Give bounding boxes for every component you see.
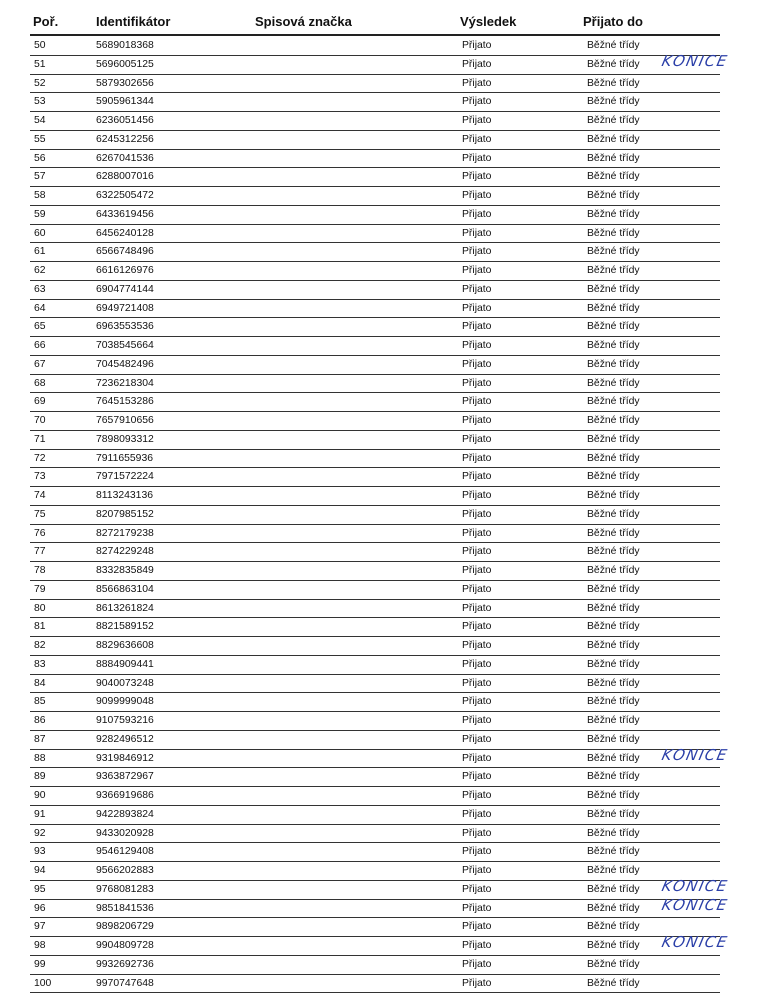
row-prijato-do: Běžné třídy (587, 637, 640, 654)
handwritten-note: KONICE (660, 897, 729, 914)
row-por: 85 (34, 693, 46, 710)
row-vysledek: Přijato (462, 918, 491, 935)
row-por: 74 (34, 487, 46, 504)
table-row (0, 487, 757, 506)
row-por: 73 (34, 468, 46, 485)
row-prijato-do: Běžné třídy (587, 375, 640, 392)
row-identifikator: 6267041536 (96, 150, 154, 167)
row-identifikator: 9851841536 (96, 900, 154, 917)
table-row (0, 262, 757, 281)
table-row (0, 956, 757, 975)
row-vysledek: Přijato (462, 768, 491, 785)
table-row (0, 693, 757, 712)
row-prijato-do: Běžné třídy (587, 187, 640, 204)
row-prijato-do: Běžné třídy (587, 262, 640, 279)
row-identifikator: 9932692736 (96, 956, 154, 973)
row-identifikator: 6963553536 (96, 318, 154, 335)
row-por: 78 (34, 562, 46, 579)
table-row (0, 543, 757, 562)
row-identifikator: 9768081283 (96, 881, 154, 898)
row-identifikator: 6322505472 (96, 187, 154, 204)
row-identifikator: 9422893824 (96, 806, 154, 823)
row-identifikator: 9904809728 (96, 937, 154, 954)
row-prijato-do: Běžné třídy (587, 825, 640, 842)
row-por: 93 (34, 843, 46, 860)
row-vysledek: Přijato (462, 731, 491, 748)
row-identifikator: 8829636608 (96, 637, 154, 654)
row-identifikator: 6566748496 (96, 243, 154, 260)
row-prijato-do: Běžné třídy (587, 975, 640, 992)
row-prijato-do: Běžné třídy (587, 862, 640, 879)
table-row (0, 243, 757, 262)
table-row (0, 150, 757, 169)
row-prijato-do: Běžné třídy (587, 918, 640, 935)
row-por: 51 (34, 56, 46, 73)
row-por: 69 (34, 393, 46, 410)
table-row (0, 975, 757, 993)
row-identifikator: 8207985152 (96, 506, 154, 523)
row-vysledek: Přijato (462, 356, 491, 373)
row-prijato-do: Běžné třídy (587, 168, 640, 185)
table-row (0, 825, 757, 844)
row-prijato-do: Běžné třídy (587, 787, 640, 804)
header-rule (30, 34, 720, 36)
row-vysledek: Přijato (462, 487, 491, 504)
row-identifikator: 7038545664 (96, 337, 154, 354)
row-vysledek: Přijato (462, 225, 491, 242)
row-prijato-do: Běžné třídy (587, 225, 640, 242)
row-por: 71 (34, 431, 46, 448)
row-vysledek: Přijato (462, 393, 491, 410)
row-prijato-do: Běžné třídy (587, 37, 640, 54)
table-row (0, 656, 757, 675)
table-row (0, 337, 757, 356)
table-row (0, 206, 757, 225)
row-por: 96 (34, 900, 46, 917)
header-identifikator: Identifikátor (96, 14, 170, 29)
table-row (0, 75, 757, 94)
row-identifikator: 5696005125 (96, 56, 154, 73)
row-por: 86 (34, 712, 46, 729)
row-prijato-do: Běžné třídy (587, 693, 640, 710)
row-identifikator: 6245312256 (96, 131, 154, 148)
table-row (0, 412, 757, 431)
row-prijato-do: Běžné třídy (587, 843, 640, 860)
row-vysledek: Přijato (462, 112, 491, 129)
row-prijato-do: Běžné třídy (587, 281, 640, 298)
row-vysledek: Přijato (462, 56, 491, 73)
row-identifikator: 6616126976 (96, 262, 154, 279)
row-identifikator: 6949721408 (96, 300, 154, 317)
row-identifikator: 9566202883 (96, 862, 154, 879)
row-vysledek: Přijato (462, 750, 491, 767)
row-identifikator: 8884909441 (96, 656, 154, 673)
row-por: 57 (34, 168, 46, 185)
row-prijato-do: Běžné třídy (587, 206, 640, 223)
table-row (0, 300, 757, 319)
row-vysledek: Přijato (462, 656, 491, 673)
header-spisova-znacka: Spisová značka (255, 14, 352, 29)
row-por: 84 (34, 675, 46, 692)
row-prijato-do: Běžné třídy (587, 112, 640, 129)
row-vysledek: Přijato (462, 37, 491, 54)
row-por: 70 (34, 412, 46, 429)
table-row (0, 225, 757, 244)
row-por: 56 (34, 150, 46, 167)
row-por: 64 (34, 300, 46, 317)
row-por: 63 (34, 281, 46, 298)
row-prijato-do: Běžné třídy (587, 731, 640, 748)
table-row (0, 675, 757, 694)
table-row (0, 581, 757, 600)
table-row (0, 862, 757, 881)
row-prijato-do: Běžné třídy (587, 131, 640, 148)
table-row (0, 918, 757, 937)
row-identifikator: 8272179238 (96, 525, 154, 542)
row-prijato-do: Běžné třídy (587, 806, 640, 823)
row-identifikator: 7911655936 (96, 450, 153, 467)
row-identifikator: 8332835849 (96, 562, 154, 579)
row-identifikator: 7657910656 (96, 412, 154, 429)
row-prijato-do: Běžné třídy (587, 525, 640, 542)
header-prijato-do: Přijato do (583, 14, 643, 29)
row-por: 94 (34, 862, 46, 879)
table-row (0, 37, 757, 56)
row-vysledek: Přijato (462, 150, 491, 167)
row-prijato-do: Běžné třídy (587, 431, 640, 448)
row-por: 65 (34, 318, 46, 335)
row-identifikator: 6236051456 (96, 112, 154, 129)
row-vysledek: Přijato (462, 787, 491, 804)
table-row (0, 356, 757, 375)
row-por: 88 (34, 750, 46, 767)
row-prijato-do: Běžné třídy (587, 300, 640, 317)
row-identifikator: 9107593216 (96, 712, 154, 729)
row-prijato-do: Běžné třídy (587, 562, 640, 579)
row-por: 61 (34, 243, 46, 260)
row-identifikator: 8274229248 (96, 543, 154, 560)
row-vysledek: Přijato (462, 206, 491, 223)
table-row (0, 750, 757, 769)
table-row (0, 525, 757, 544)
row-vysledek: Přijato (462, 300, 491, 317)
row-por: 52 (34, 75, 46, 92)
row-vysledek: Přijato (462, 806, 491, 823)
row-por: 90 (34, 787, 46, 804)
row-prijato-do: Běžné třídy (587, 487, 640, 504)
row-identifikator: 8113243136 (96, 487, 153, 504)
table-row (0, 600, 757, 619)
row-por: 80 (34, 600, 46, 617)
row-identifikator: 5905961344 (96, 93, 154, 110)
row-prijato-do: Běžné třídy (587, 656, 640, 673)
row-identifikator: 9433020928 (96, 825, 154, 842)
row-por: 60 (34, 225, 46, 242)
row-identifikator: 8566863104 (96, 581, 154, 598)
row-vysledek: Přijato (462, 281, 491, 298)
row-prijato-do: Běžné třídy (587, 56, 640, 73)
row-vysledek: Přijato (462, 337, 491, 354)
row-vysledek: Přijato (462, 131, 491, 148)
table-row (0, 843, 757, 862)
row-prijato-do: Běžné třídy (587, 318, 640, 335)
row-prijato-do: Běžné třídy (587, 150, 640, 167)
table-row (0, 468, 757, 487)
handwritten-note: KONICE (660, 747, 729, 764)
row-prijato-do: Běžné třídy (587, 675, 640, 692)
table-row (0, 731, 757, 750)
row-por: 81 (34, 618, 46, 635)
table-row (0, 506, 757, 525)
row-vysledek: Přijato (462, 262, 491, 279)
table-row (0, 168, 757, 187)
row-vysledek: Přijato (462, 618, 491, 635)
table-row (0, 637, 757, 656)
row-por: 97 (34, 918, 46, 935)
row-por: 55 (34, 131, 46, 148)
row-identifikator: 5689018368 (96, 37, 154, 54)
table-row (0, 375, 757, 394)
row-identifikator: 6288007016 (96, 168, 154, 185)
table-header (0, 14, 757, 32)
row-vysledek: Přijato (462, 562, 491, 579)
row-prijato-do: Běžné třídy (587, 450, 640, 467)
row-prijato-do: Běžné třídy (587, 337, 640, 354)
table-row (0, 393, 757, 412)
row-identifikator: 6904774144 (96, 281, 154, 298)
row-prijato-do: Běžné třídy (587, 900, 640, 917)
table-row (0, 112, 757, 131)
table-row (0, 806, 757, 825)
row-identifikator: 6456240128 (96, 225, 154, 242)
table-row (0, 618, 757, 637)
row-prijato-do: Běžné třídy (587, 600, 640, 617)
row-vysledek: Přijato (462, 243, 491, 260)
row-vysledek: Přijato (462, 712, 491, 729)
table-row (0, 431, 757, 450)
row-por: 82 (34, 637, 46, 654)
row-por: 98 (34, 937, 46, 954)
row-por: 50 (34, 37, 46, 54)
row-por: 58 (34, 187, 46, 204)
table-row (0, 318, 757, 337)
table-row (0, 93, 757, 112)
handwritten-note: KONICE (660, 934, 729, 951)
row-vysledek: Přijato (462, 375, 491, 392)
row-vysledek: Přijato (462, 506, 491, 523)
row-por: 67 (34, 356, 46, 373)
table-row (0, 712, 757, 731)
row-prijato-do: Běžné třídy (587, 937, 640, 954)
table-row (0, 900, 757, 919)
row-vysledek: Přijato (462, 975, 491, 992)
row-por: 68 (34, 375, 46, 392)
row-vysledek: Přijato (462, 450, 491, 467)
row-identifikator: 6433619456 (96, 206, 154, 223)
row-prijato-do: Běžné třídy (587, 243, 640, 260)
table-row (0, 56, 757, 75)
row-vysledek: Přijato (462, 881, 491, 898)
row-identifikator: 7971572224 (96, 468, 154, 485)
row-vysledek: Přijato (462, 637, 491, 654)
row-vysledek: Přijato (462, 412, 491, 429)
row-identifikator: 5879302656 (96, 75, 154, 92)
row-vysledek: Přijato (462, 843, 491, 860)
table-row (0, 131, 757, 150)
row-por: 59 (34, 206, 46, 223)
row-prijato-do: Běžné třídy (587, 543, 640, 560)
row-prijato-do: Běžné třídy (587, 93, 640, 110)
row-prijato-do: Běžné třídy (587, 768, 640, 785)
row-por: 99 (34, 956, 46, 973)
row-vysledek: Přijato (462, 431, 491, 448)
row-por: 87 (34, 731, 46, 748)
row-por: 76 (34, 525, 46, 542)
table-row (0, 937, 757, 956)
row-prijato-do: Běžné třídy (587, 581, 640, 598)
row-identifikator: 7236218304 (96, 375, 154, 392)
row-identifikator: 9898206729 (96, 918, 154, 935)
row-prijato-do: Běžné třídy (587, 506, 640, 523)
row-vysledek: Přijato (462, 187, 491, 204)
row-identifikator: 7045482496 (96, 356, 154, 373)
row-por: 72 (34, 450, 46, 467)
row-prijato-do: Běžné třídy (587, 956, 640, 973)
row-prijato-do: Běžné třídy (587, 75, 640, 92)
table-row (0, 450, 757, 469)
row-vysledek: Přijato (462, 581, 491, 598)
row-por: 66 (34, 337, 46, 354)
row-por: 100 (34, 975, 51, 992)
row-por: 79 (34, 581, 46, 598)
row-vysledek: Přijato (462, 937, 491, 954)
row-por: 95 (34, 881, 46, 898)
table-row (0, 187, 757, 206)
row-vysledek: Přijato (462, 825, 491, 842)
row-prijato-do: Běžné třídy (587, 881, 640, 898)
row-prijato-do: Běžné třídy (587, 412, 640, 429)
table-row (0, 881, 757, 900)
row-identifikator: 8613261824 (96, 600, 154, 617)
row-por: 89 (34, 768, 46, 785)
row-vysledek: Přijato (462, 93, 491, 110)
handwritten-note: KONICE (660, 878, 729, 895)
table-row (0, 768, 757, 787)
row-por: 91 (34, 806, 46, 823)
row-vysledek: Přijato (462, 318, 491, 335)
row-vysledek: Přijato (462, 468, 491, 485)
row-por: 62 (34, 262, 46, 279)
row-vysledek: Přijato (462, 525, 491, 542)
row-vysledek: Přijato (462, 543, 491, 560)
row-prijato-do: Běžné třídy (587, 712, 640, 729)
row-identifikator: 7898093312 (96, 431, 154, 448)
row-por: 77 (34, 543, 46, 560)
row-prijato-do: Běžné třídy (587, 356, 640, 373)
row-identifikator: 9366919686 (96, 787, 154, 804)
row-identifikator: 9970747648 (96, 975, 154, 992)
header-vysledek: Výsledek (460, 14, 516, 29)
row-prijato-do: Běžné třídy (587, 393, 640, 410)
table-row (0, 281, 757, 300)
header-por: Poř. (33, 14, 58, 29)
handwritten-note: KONICE (660, 53, 729, 70)
row-identifikator: 9282496512 (96, 731, 154, 748)
row-por: 54 (34, 112, 46, 129)
row-prijato-do: Běžné třídy (587, 468, 640, 485)
row-identifikator: 7645153286 (96, 393, 154, 410)
row-por: 75 (34, 506, 46, 523)
row-vysledek: Přijato (462, 956, 491, 973)
row-vysledek: Přijato (462, 862, 491, 879)
table-row (0, 562, 757, 581)
row-por: 92 (34, 825, 46, 842)
row-vysledek: Přijato (462, 600, 491, 617)
row-vysledek: Přijato (462, 675, 491, 692)
row-identifikator: 8821589152 (96, 618, 154, 635)
row-identifikator: 9099999048 (96, 693, 154, 710)
table-row (0, 787, 757, 806)
row-por: 83 (34, 656, 46, 673)
row-prijato-do: Běžné třídy (587, 750, 640, 767)
row-vysledek: Přijato (462, 75, 491, 92)
row-identifikator: 9546129408 (96, 843, 154, 860)
row-vysledek: Přijato (462, 168, 491, 185)
row-identifikator: 9319846912 (96, 750, 154, 767)
row-identifikator: 9363872967 (96, 768, 154, 785)
row-vysledek: Přijato (462, 693, 491, 710)
row-vysledek: Přijato (462, 900, 491, 917)
row-por: 53 (34, 93, 46, 110)
row-identifikator: 9040073248 (96, 675, 154, 692)
row-prijato-do: Běžné třídy (587, 618, 640, 635)
